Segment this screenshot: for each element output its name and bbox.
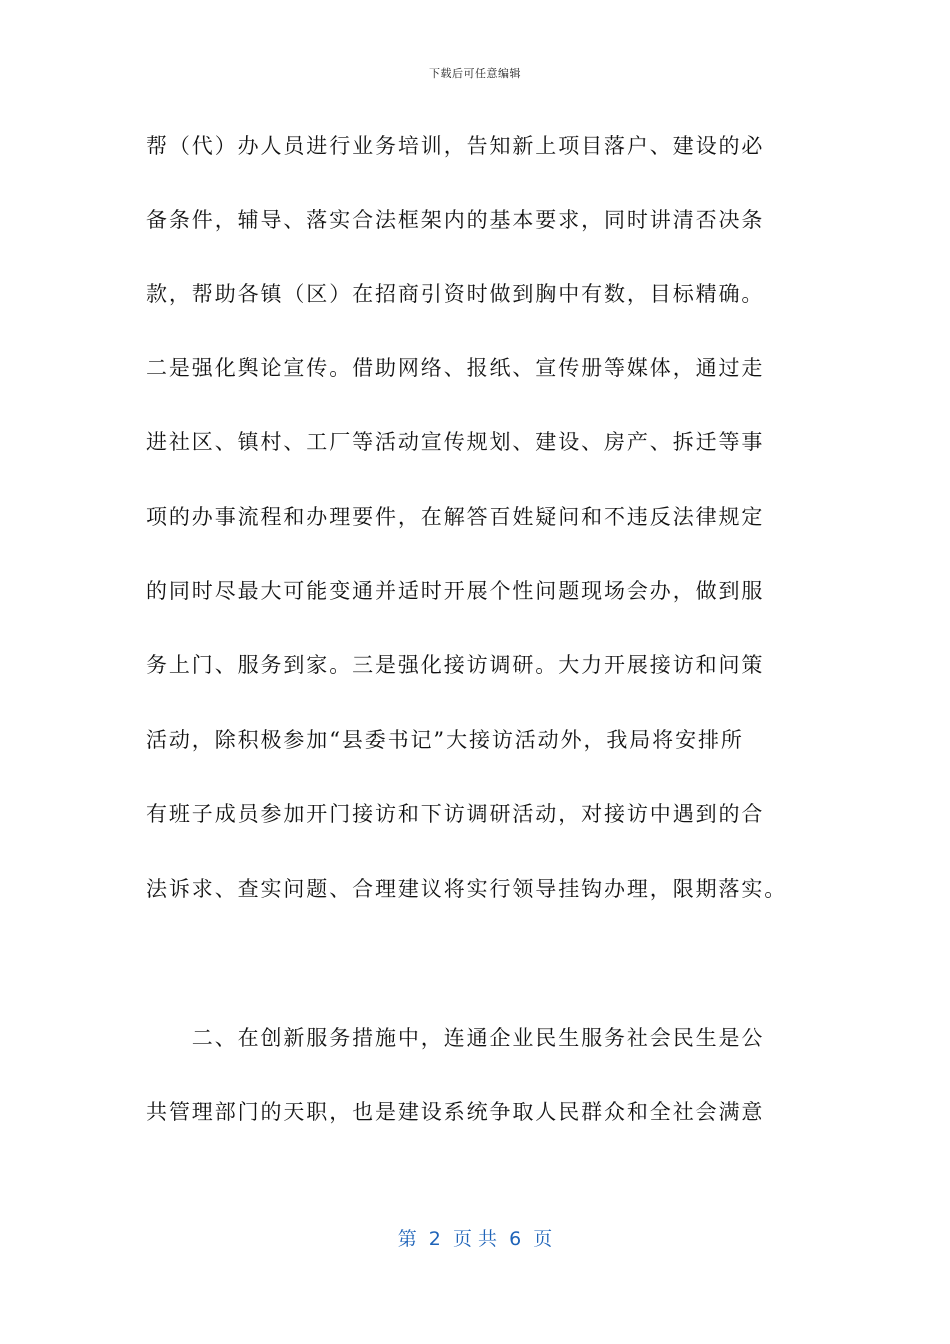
- body-line: 务上门、服务到家。三是强化接访调研。大力开展接访和问策: [146, 653, 765, 677]
- body-line: 帮（代）办人员进行业务培训，告知新上项目落户、建设的必: [146, 134, 765, 158]
- page-header-note: 下载后可任意编辑: [429, 67, 521, 80]
- body-line: 二、在创新服务措施中，连通企业民生服务社会民生是公: [146, 1026, 765, 1050]
- body-line: 的同时尽最大可能变通并适时开展个性问题现场会办，做到服: [146, 579, 765, 603]
- body-line: 法诉求、查实问题、合理建议将实行领导挂钩办理，限期落实。: [146, 877, 788, 901]
- body-line: 活动，除积极参加“县委书记”大接访活动外，我局将安排所: [146, 728, 744, 752]
- body-line: 有班子成员参加开门接访和下访调研活动，对接访中遇到的合: [146, 802, 765, 826]
- body-line: 款，帮助各镇（区）在招商引资时做到胸中有数，目标精确。: [146, 282, 765, 306]
- body-line: 备条件，辅导、落实合法框架内的基本要求，同时讲清否决条: [146, 208, 765, 232]
- body-line: 进社区、镇村、工厂等活动宣传规划、建设、房产、拆迁等事: [146, 430, 765, 454]
- body-line: 共管理部门的天职，也是建设系统争取人民群众和全社会满意: [146, 1100, 765, 1124]
- body-line: 二是强化舆论宣传。借助网络、报纸、宣传册等媒体，通过走: [146, 356, 765, 380]
- body-line: 项的办事流程和办理要件，在解答百姓疑问和不违反法律规定: [146, 505, 765, 529]
- page-number-footer: 第 2 页 共 6 页: [397, 1228, 553, 1250]
